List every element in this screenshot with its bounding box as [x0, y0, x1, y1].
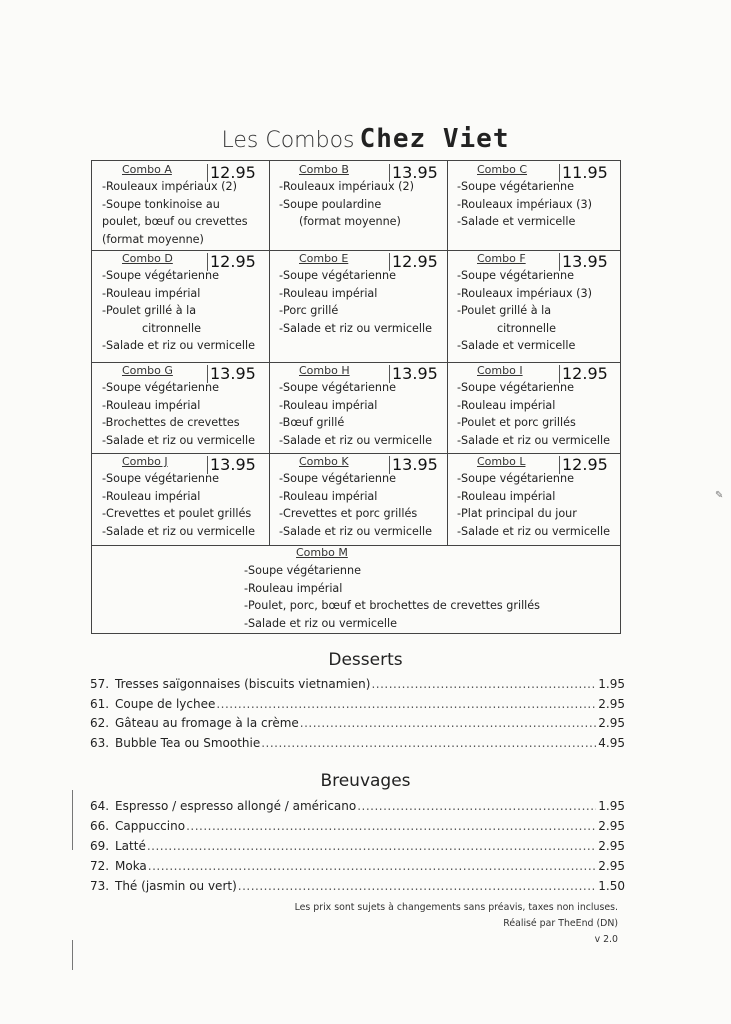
item-number: 64. — [90, 799, 110, 813]
combo-item: -Poulet et porc grillés — [457, 416, 576, 430]
item-name: Cappuccino — [115, 819, 186, 833]
combo-item: -Plat principal du jour — [457, 507, 577, 521]
combo-item: -Poulet grillé à la — [457, 304, 552, 318]
combo-cell — [447, 250, 622, 362]
combo-item: -Soupe poulardine — [279, 197, 382, 211]
combo-cell — [269, 453, 447, 545]
combo-item: -Salade et vermicelle — [457, 215, 576, 229]
combo-price: 13.95 — [207, 456, 256, 474]
combo-name: Combo F — [477, 252, 526, 265]
combo-cell — [92, 362, 269, 453]
combo-item: -Salade et riz ou vermicelle — [279, 321, 432, 335]
item-number: 63. — [90, 735, 110, 750]
combo-name: Combo B — [299, 163, 349, 176]
item-price: 2.95 — [598, 839, 625, 853]
item-price: 1.95 — [598, 677, 625, 691]
combo-item: -Soupe végétarienne — [457, 472, 574, 485]
combo-items — [457, 379, 610, 449]
combo-item: -Rouleaux impériaux (2) — [102, 180, 238, 193]
combo-item: -Rouleau impérial — [102, 286, 201, 300]
item-number: 73. — [90, 879, 110, 893]
menu-line — [90, 799, 625, 813]
combo-item: -Salade et riz ou vermicelle — [102, 339, 255, 353]
combo-item: -Soupe végétarienne — [457, 180, 574, 193]
combo-item: -Salade et riz ou vermicelle — [102, 433, 255, 447]
combo-name: Combo J — [122, 455, 168, 468]
combo-price: 12.95 — [207, 164, 256, 182]
dot-leader — [238, 879, 597, 893]
scan-mark — [72, 790, 73, 850]
item-number: 62. — [90, 716, 110, 730]
combo-name: Combo L — [477, 455, 526, 468]
menu-line — [90, 819, 625, 833]
combo-price: 12.95 — [389, 253, 438, 271]
menu-line — [90, 839, 625, 853]
menu-line — [90, 677, 625, 691]
combo-price: 12.95 — [207, 253, 256, 271]
combo-price: 12.95 — [559, 456, 608, 474]
combo-item: -Crevettes et porc grillés — [279, 507, 418, 521]
combo-name: Combo K — [299, 455, 349, 468]
combo-price: 13.95 — [389, 365, 438, 383]
combo-item: -Soupe végétarienne — [102, 472, 219, 485]
item-number: 72. — [90, 859, 110, 873]
item-price: 2.95 — [598, 819, 625, 833]
combo-name: Combo C — [477, 163, 528, 176]
item-number: 61. — [90, 696, 110, 711]
dot-leader — [261, 736, 596, 750]
combo-m-cell — [92, 545, 622, 635]
combo-item: -Rouleau impérial — [102, 489, 201, 503]
version: v 2.0 — [594, 934, 618, 945]
combo-item: -Bœuf grillé — [279, 416, 345, 430]
drinks-title: Breuvages — [320, 771, 411, 791]
item-number: 57. — [90, 677, 110, 691]
item-price: 2.95 — [598, 716, 625, 730]
combo-cell — [92, 250, 269, 362]
combo-item: -Rouleau impérial — [457, 398, 556, 412]
combo-item: -Rouleau impérial — [457, 489, 556, 503]
combo-item: -Soupe végétarienne — [102, 381, 219, 394]
item-price: 2.95 — [598, 696, 625, 711]
combo-item: -Salade et riz ou vermicelle — [279, 433, 432, 447]
combo-item: -Porc grillé — [279, 304, 339, 318]
combo-item: -Rouleaux impériaux (2) — [279, 180, 415, 193]
combo-item: citronnelle — [142, 321, 202, 335]
combo-items — [102, 470, 255, 540]
item-name: Moka — [115, 859, 147, 873]
dot-leader — [357, 799, 596, 813]
item-price: 1.95 — [598, 799, 625, 813]
combo-name: Combo M — [296, 546, 348, 559]
combo-price: 13.95 — [207, 365, 256, 383]
item-number: 69. — [90, 839, 110, 853]
combo-grid — [91, 160, 621, 634]
combo-item: -Salade et riz ou vermicelle — [457, 524, 610, 538]
combo-item: -Soupe végétarienne — [279, 269, 396, 282]
scan-speck: ✎ — [715, 490, 724, 501]
dot-leader — [300, 716, 597, 730]
menu-line — [90, 879, 625, 893]
combo-item: poulet, bœuf ou crevettes — [102, 215, 248, 229]
item-price: 4.95 — [598, 735, 625, 750]
scan-mark — [72, 940, 73, 970]
combo-items — [279, 178, 414, 231]
menu-line — [90, 697, 625, 711]
combo-item: -Rouleau impérial — [102, 398, 201, 412]
combo-items — [102, 178, 248, 248]
combo-cell — [92, 453, 269, 545]
combo-items — [457, 470, 610, 540]
combo-cell — [92, 161, 269, 250]
dot-leader — [186, 819, 596, 833]
combo-item: -Brochettes de crevettes — [102, 416, 240, 430]
combo-item: -Rouleau impérial — [279, 286, 378, 300]
combo-name: Combo A — [122, 163, 172, 176]
combo-items — [279, 267, 432, 337]
combo-item: -Rouleau impérial — [244, 581, 343, 595]
combo-items — [457, 267, 592, 355]
item-price: 2.95 — [598, 859, 625, 873]
combo-price: 13.95 — [389, 164, 438, 182]
combo-items — [102, 379, 255, 449]
combo-items — [279, 470, 432, 540]
item-name: Latté — [115, 839, 146, 853]
combo-item: -Soupe végétarienne — [457, 269, 574, 282]
menu-line — [90, 716, 625, 730]
combo-item: -Rouleaux impériaux (3) — [457, 286, 593, 300]
combo-cell — [447, 161, 622, 250]
combo-item: (format moyenne) — [102, 232, 204, 246]
combo-name: Combo H — [299, 364, 350, 377]
dot-leader — [148, 859, 596, 873]
item-name: Espresso / espresso allongé / américano — [115, 799, 357, 813]
credit: Réalisé par TheEnd (DN) — [503, 918, 618, 929]
combo-item: -Poulet grillé à la — [102, 304, 197, 318]
combo-item: -Poulet, porc, bœuf et brochettes de crevettes grillés — [244, 599, 541, 613]
item-name: Coupe de lychee — [115, 696, 216, 711]
combo-price: 13.95 — [559, 253, 608, 271]
combo-price: 13.95 — [389, 456, 438, 474]
combo-item: -Soupe végétarienne — [279, 381, 396, 394]
title-part2: Chez Viet — [359, 124, 510, 154]
menu-line — [90, 736, 625, 750]
combo-item: -Salade et riz ou vermicelle — [457, 433, 610, 447]
combo-cell — [269, 250, 447, 362]
combo-item: -Salade et vermicelle — [457, 339, 576, 353]
disclaimer: Les prix sont sujets à changements sans préavis, taxes non incluses. — [294, 902, 618, 913]
desserts-title: Desserts — [328, 650, 403, 670]
combo-item: -Soupe végétarienne — [102, 269, 219, 282]
item-name: Bubble Tea ou Smoothie — [115, 735, 261, 750]
title-part1: Les Combos — [221, 128, 355, 153]
combo-item: -Salade et riz ou vermicelle — [279, 524, 432, 538]
dot-leader — [216, 697, 596, 711]
item-name: Thé (jasmin ou vert) — [115, 879, 237, 893]
combo-cell — [447, 362, 622, 453]
menu-line — [90, 859, 625, 873]
combo-item: -Salade et riz ou vermicelle — [102, 524, 255, 538]
item-price: 1.50 — [598, 879, 625, 893]
dot-leader — [147, 839, 596, 853]
item-number: 66. — [90, 819, 110, 833]
combo-name: Combo D — [122, 252, 173, 265]
combo-name: Combo I — [477, 364, 523, 377]
combo-cell — [447, 453, 622, 545]
item-name: Tresses saïgonnaises (biscuits vietnamien) — [115, 677, 371, 691]
combo-name: Combo G — [122, 364, 173, 377]
combo-price: 11.95 — [559, 164, 608, 182]
combo-price: 12.95 — [559, 365, 608, 383]
combo-item: -Soupe végétarienne — [244, 564, 361, 577]
combo-item: -Rouleaux impériaux (3) — [457, 197, 593, 211]
footer-notes — [295, 900, 618, 948]
combo-item: (format moyenne) — [299, 215, 401, 229]
combo-item: citronnelle — [497, 321, 557, 335]
combo-item: -Soupe végétarienne — [457, 381, 574, 394]
combo-cell — [269, 362, 447, 453]
combo-item: -Rouleau impérial — [279, 398, 378, 412]
combo-item: -Rouleau impérial — [279, 489, 378, 503]
combo-item: -Crevettes et poulet grillés — [102, 507, 252, 521]
combo-items — [457, 178, 592, 231]
combo-item: -Soupe tonkinoise au — [102, 197, 220, 211]
combo-m-items — [244, 562, 540, 632]
menu-title — [0, 124, 731, 154]
combo-name: Combo E — [299, 252, 349, 265]
item-name: Gâteau au fromage à la crème — [115, 716, 299, 730]
combo-items — [102, 267, 255, 355]
dot-leader — [371, 677, 596, 691]
combo-items — [279, 379, 432, 449]
combo-item: -Salade et riz ou vermicelle — [244, 616, 397, 630]
combo-item: -Soupe végétarienne — [279, 472, 396, 485]
combo-cell — [269, 161, 447, 250]
